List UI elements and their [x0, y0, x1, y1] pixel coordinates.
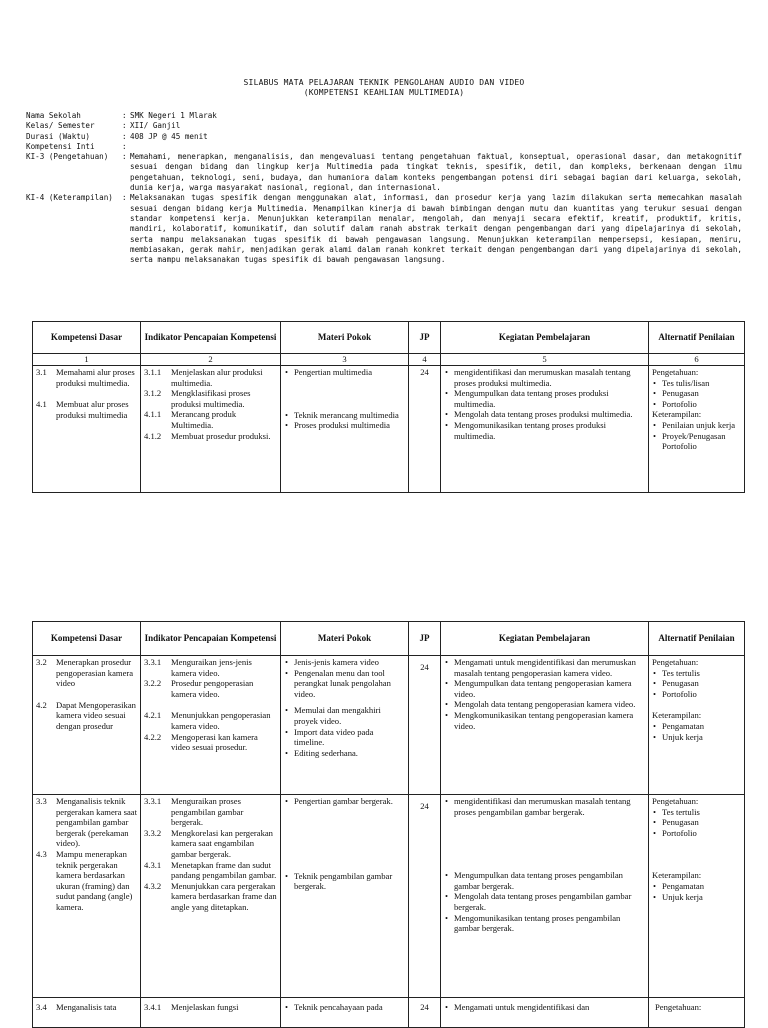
kegiatan-cell — [441, 998, 649, 1028]
syllabus-table-2 — [32, 621, 745, 1028]
penilaian-cell — [649, 366, 745, 493]
syllabus-table-1 — [32, 321, 745, 493]
penilaian-heading: Pengetahuan: — [652, 657, 699, 667]
materi-item: • Teknik pengambilan gambar bergerak. — [284, 871, 405, 892]
document-subtitle: (KOMPETENSI KEAHLIAN MULTIMEDIA) — [303, 88, 465, 97]
table-row — [33, 656, 745, 795]
penilaian-heading: Pengetahuan: — [652, 796, 699, 806]
indicator-item: 4.3.2 Menunjukkan cara pergerakan kamera berdasarkan frame dan angle yang ditetapkan. — [144, 880, 277, 912]
info-key: Kelas/ Semester — [26, 121, 95, 131]
info-key: Kompetensi Inti — [26, 141, 95, 151]
materi-item: • Proses produksi multimedia — [284, 420, 405, 431]
kd-item: 4.1 Membuat alur proses produksi multimedia — [36, 399, 129, 420]
penilaian-cell — [649, 795, 745, 998]
header-materi: Materi Pokok — [281, 322, 409, 354]
materi-item: • Import data video pada timeline. — [284, 727, 405, 748]
info-value: 408 JP @ 45 menit — [130, 131, 208, 141]
header-jp: JP — [409, 322, 441, 354]
indicator-item: 3.3.1 Menguraikan jens-jenis kamera video. — [144, 657, 252, 678]
penilaian-item: • Tes tertulis — [652, 668, 741, 679]
kd-item: 3.4 Menganalisis tata — [36, 1002, 117, 1012]
penilaian-heading: Pengetahuan: — [655, 1002, 702, 1012]
column-number: 3 — [281, 354, 409, 366]
column-number: 5 — [441, 354, 649, 366]
penilaian-item: • Unjuk kerja — [652, 732, 741, 743]
info-row-duration: Durasi (Waktu) : 408 JP @ 45 menit — [26, 132, 742, 142]
column-number: 4 — [409, 354, 441, 366]
header-kompetensi-dasar: Kompetensi Dasar — [33, 322, 141, 354]
kd-cell — [33, 998, 141, 1028]
penilaian-item: • Pengamatan — [652, 881, 741, 892]
info-row-ki4: KI-4 (Keterampilan) : Melaksanakan tugas spesifik dengan menggunakan alat, informasi, dan prosedur kerja yang lazim dilakukan serta memecahkan masalah sesuai dengan bidang kerja Multimedia. Menampilkan kinerja di bawah bimbingan dengan mutu dan kuantitas yang terukur sesuai dengan standar kompetensi kerja. Menunjukkan keterampilan menalar, mengolah, dan menyaji secara efektif, kreatif, produktif, kritis, mandiri, kolaboratif, komunikatif, dan solutif dalam ranah abstrak terkait dengan pengembangan dari yang dipelajarinya di sekolah, serta mampu melaksanakan tugas spesifik di bawah pengawasan langsung. Menunjukkan keterampilan mempersepsi, kesiapan, meniru, membiasakan, gerak mahir, menjadikan gerak alami dalam ranah konkret terkait dengan pengembangan dari yang dipelajarinya di sekolah, serta mampu melaksanakan tugas spesifik di bawah pengawasan langsung. — [26, 193, 742, 265]
info-key: Durasi (Waktu) — [26, 131, 91, 141]
penilaian-heading: Keterampilan: — [652, 870, 702, 881]
info-key: KI-3 (Pengetahuan) — [26, 152, 109, 162]
info-row-class: Kelas/ Semester : XII/ Ganjil — [26, 121, 742, 131]
indicator-item: 3.1.1 Menjelaskan alur produksi multimedia. — [144, 367, 263, 388]
header-indikator: Indikator Pencapaian Kompetensi — [141, 622, 281, 656]
kd-cell — [33, 656, 141, 795]
kegiatan-item: • Mengumpulkan data tentang proses pengambilan gambar bergerak. — [444, 870, 645, 891]
identity-block — [26, 111, 742, 265]
kegiatan-item: • mengidentifikasi dan merumuskan masalah tentang proses pengambilan gambar bergerak. — [444, 796, 645, 817]
indicator-item: 3.2.2 Prosedur pengoperasian kamera video. — [144, 678, 254, 699]
materi-item: • Teknik pencahayaan pada — [284, 1002, 405, 1013]
jp-cell: 24 — [409, 795, 441, 998]
kd-cell — [33, 366, 141, 493]
penilaian-item: • Proyek/Penugasan Portofolio — [652, 431, 741, 452]
materi-item: • Memulai dan mengakhiri proyek video. — [284, 705, 405, 726]
penilaian-item: • Tes tertulis — [652, 807, 741, 818]
penilaian-heading: Pengetahuan: — [652, 367, 699, 377]
indikator-cell — [141, 795, 281, 998]
header-indikator: Indikator Pencapaian Kompetensi — [141, 322, 281, 354]
header-materi: Materi Pokok — [281, 622, 409, 656]
table-row — [33, 366, 745, 493]
header-jp: JP — [409, 622, 441, 656]
column-number: 2 — [141, 354, 281, 366]
penilaian-item: • Portofolio — [652, 828, 741, 839]
materi-cell — [281, 656, 409, 795]
jp-cell: 24 — [409, 998, 441, 1028]
jp-cell: 24 — [409, 366, 441, 493]
penilaian-cell — [649, 998, 745, 1028]
header-kompetensi-dasar: Kompetensi Dasar — [33, 622, 141, 656]
penilaian-item: • Penugasan — [652, 388, 741, 399]
kegiatan-item: • Mengolah data tentang proses produksi multimedia. — [444, 409, 645, 420]
penilaian-item: • Portofolio — [652, 399, 741, 410]
materi-item: • Pengertian multimedia — [284, 367, 405, 378]
indikator-cell — [141, 998, 281, 1028]
penilaian-item: • Penugasan — [652, 678, 741, 689]
kegiatan-item: • Mengkomunikasikan tentang pengoperasian kamera video. — [444, 710, 645, 731]
table-row — [33, 998, 745, 1028]
kegiatan-item: • Mengumpulkan data tentang proses produksi multimedia. — [444, 388, 645, 409]
info-value — [130, 142, 742, 152]
kegiatan-cell — [441, 366, 649, 493]
penilaian-item: • Unjuk kerja — [652, 892, 741, 903]
materi-item: • Jenis-jenis kamera video — [284, 657, 405, 668]
kegiatan-item: • mengidentifikasi dan merumuskan masalah tentang proses produksi multimedia. — [444, 367, 645, 388]
materi-item: • Teknik merancang multimedia — [284, 410, 405, 421]
info-row-school: Nama Sekolah : SMK Negeri 1 Mlarak — [26, 111, 742, 121]
materi-cell — [281, 998, 409, 1028]
kd-item: 4.3 Mampu menerapkan teknik pergerakan kamera berdasarkan ukuran (framing) dan sudut pandang (angle) kamera. — [36, 848, 133, 912]
kd-item: 3.2 Menerapkan prosedur pengoperasian kamera video — [36, 657, 134, 689]
indicator-item: 3.4.1 Menjelaskan fungsi — [144, 1002, 239, 1012]
kegiatan-item: • Mengolah data tentang pengoperasian kamera video. — [444, 699, 645, 710]
info-value: SMK Negeri 1 Mlarak — [130, 111, 217, 120]
kd-item: 3.3 Menganalisis teknik pergerakan kamera saat pengambilan gambar bergerak (perekaman video). — [36, 796, 137, 849]
indicator-item: 4.2.2 Mengoperasi kan kamera video sesuai prosedur. — [144, 731, 258, 753]
materi-item: • Pengertian gambar bergerak. — [284, 796, 405, 807]
indicator-item: 4.1.2 Membuat prosedur produksi. — [144, 430, 271, 441]
info-value: XII/ Ganjil — [130, 121, 181, 131]
kegiatan-item: • Mengomunikasikan tentang proses produksi multimedia. — [444, 420, 645, 441]
kegiatan-item: • Mengumpulkan data tentang pengoperasian kamera video. — [444, 678, 645, 699]
kegiatan-item: • Mengomunikasikan tentang proses pengambilan gambar bergerak. — [444, 913, 645, 934]
header-kegiatan: Kegiatan Pembelajaran — [441, 322, 649, 354]
kd-cell — [33, 795, 141, 998]
penilaian-item: • Pengamatan — [652, 721, 741, 732]
document-title: SILABUS MATA PELAJARAN TEKNIK PENGOLAHAN AUDIO DAN VIDEO — [243, 78, 525, 87]
indicator-item: 4.3.1 Menetapkan frame dan sudut pandang pengambilan gambar. — [144, 859, 277, 881]
penilaian-heading: Keterampilan: — [652, 710, 702, 721]
column-number: 1 — [33, 354, 141, 366]
info-value: Memahami, menerapkan, menganalisis, dan mengevaluasi tentang pengetahuan faktual, konseptual, operasional dasar, dan metakognitif sesuai dengan bidang dan lingkup kerja Multimedia pada tingkat teknis, spesifik, detil, dan kompleks, berkenaan dengan ilmu pengetahuan, teknologi, seni, budaya, dan humaniora dalam konteks pengembangan potensi diri sebagai bagian dari keluarga, sekolah, dunia kerja, warga masyarakat nasional, regional, dan internasional. — [130, 152, 742, 193]
penilaian-item: • Penugasan — [652, 817, 741, 828]
info-row-core-competence: Kompetensi Inti : — [26, 142, 742, 152]
materi-item: • Pengenalan menu dan tool perangkat lunak pengolahan video. — [284, 668, 405, 700]
penilaian-item: • Tes tulis/lisan — [652, 378, 741, 389]
info-key: KI-4 (Keterampilan) — [26, 193, 113, 203]
penilaian-cell — [649, 656, 745, 795]
kd-item: 3.1 Memahami alur proses produksi multimedia. — [36, 367, 135, 388]
kegiatan-cell — [441, 795, 649, 998]
indicator-item: 4.2.1 Menunjukkan pengoperasian kamera video. — [144, 710, 271, 731]
header-penilaian: Alternatif Penilaian — [649, 622, 745, 656]
indikator-cell — [141, 366, 281, 493]
indicator-item: 3.3.2 Mengkorelasi kan pergerakan kamera saat engambilan gambar bergerak. — [144, 827, 273, 859]
table-row — [33, 795, 745, 998]
table-header-row — [33, 622, 745, 656]
indicator-item: 4.1.1 Merancang produk Multimedia. — [144, 409, 237, 430]
materi-cell — [281, 366, 409, 493]
kegiatan-item: • Mengamati untuk mengidentifikasi dan merumuskan masalah tentang pengoperasian kamera video. — [444, 657, 645, 678]
penilaian-item: • Penilaian unjuk kerja — [652, 420, 741, 431]
kegiatan-cell — [441, 656, 649, 795]
materi-cell — [281, 795, 409, 998]
kegiatan-item: • Mengamati untuk mengidentifikasi dan — [444, 1002, 645, 1013]
column-number: 6 — [649, 354, 745, 366]
penilaian-item: • Portofolio — [652, 689, 741, 700]
header-penilaian: Alternatif Penilaian — [649, 322, 745, 354]
table-header-row — [33, 322, 745, 354]
kd-item: 4.2 Dapat Mengoperasikan kamera video sesuai dengan prosedur — [36, 699, 136, 731]
info-row-ki3: KI-3 (Pengetahuan) : Memahami, menerapkan, menganalisis, dan mengevaluasi tentang pengetahuan faktual, konseptual, operasional dasar, dan metakognitif sesuai dengan bidang dan lingkup kerja Multimedia pada tingkat teknis, spesifik, detil, dan kompleks, berkenaan dengan ilmu pengetahuan, teknologi, seni, budaya, dan humaniora dalam konteks pengembangan potensi diri sebagai bagian dari keluarga, sekolah, dunia kerja, warga masyarakat nasional, regional, dan internasional. — [26, 152, 742, 193]
info-value: Melaksanakan tugas spesifik dengan menggunakan alat, informasi, dan prosedur kerja yang lazim dilakukan serta memecahkan masalah sesuai dengan bidang kerja Multimedia. Menampilkan kinerja di bawah bimbingan dengan mutu dan kuantitas yang terukur sesuai dengan standar kompetensi kerja. Menunjukkan keterampilan menalar, mengolah, dan menyaji secara efektif, kreatif, produktif, kritis, mandiri, kolaboratif, komunikatif, dan solutif dalam ranah abstrak terkait dengan pengembangan dari yang dipelajarinya di sekolah, serta mampu melaksanakan tugas spesifik di bawah pengawasan langsung. Menunjukkan keterampilan mempersepsi, kesiapan, meniru, membiasakan, gerak mahir, menjadikan gerak alami dalam ranah konkret terkait dengan pengembangan dari yang dipelajarinya di sekolah, serta mampu melaksanakan tugas spesifik di bawah pengawasan langsung. — [130, 193, 742, 265]
column-number-row — [33, 354, 745, 366]
header-kegiatan: Kegiatan Pembelajaran — [441, 622, 649, 656]
indikator-cell — [141, 656, 281, 795]
info-key: Nama Sekolah — [26, 111, 81, 120]
penilaian-heading: Keterampilan: — [652, 409, 702, 420]
indicator-item: 3.3.1 Menguraikan proses pengambilan gambar bergerak. — [144, 796, 244, 828]
materi-item: • Editing sederhana. — [284, 748, 405, 759]
indicator-item: 3.1.2 Mengklasifikasi proses produksi multimedia. — [144, 388, 251, 409]
kegiatan-item: • Mengolah data tentang proses pengambilan gambar bergerak. — [444, 891, 645, 912]
jp-cell: 24 — [409, 656, 441, 795]
